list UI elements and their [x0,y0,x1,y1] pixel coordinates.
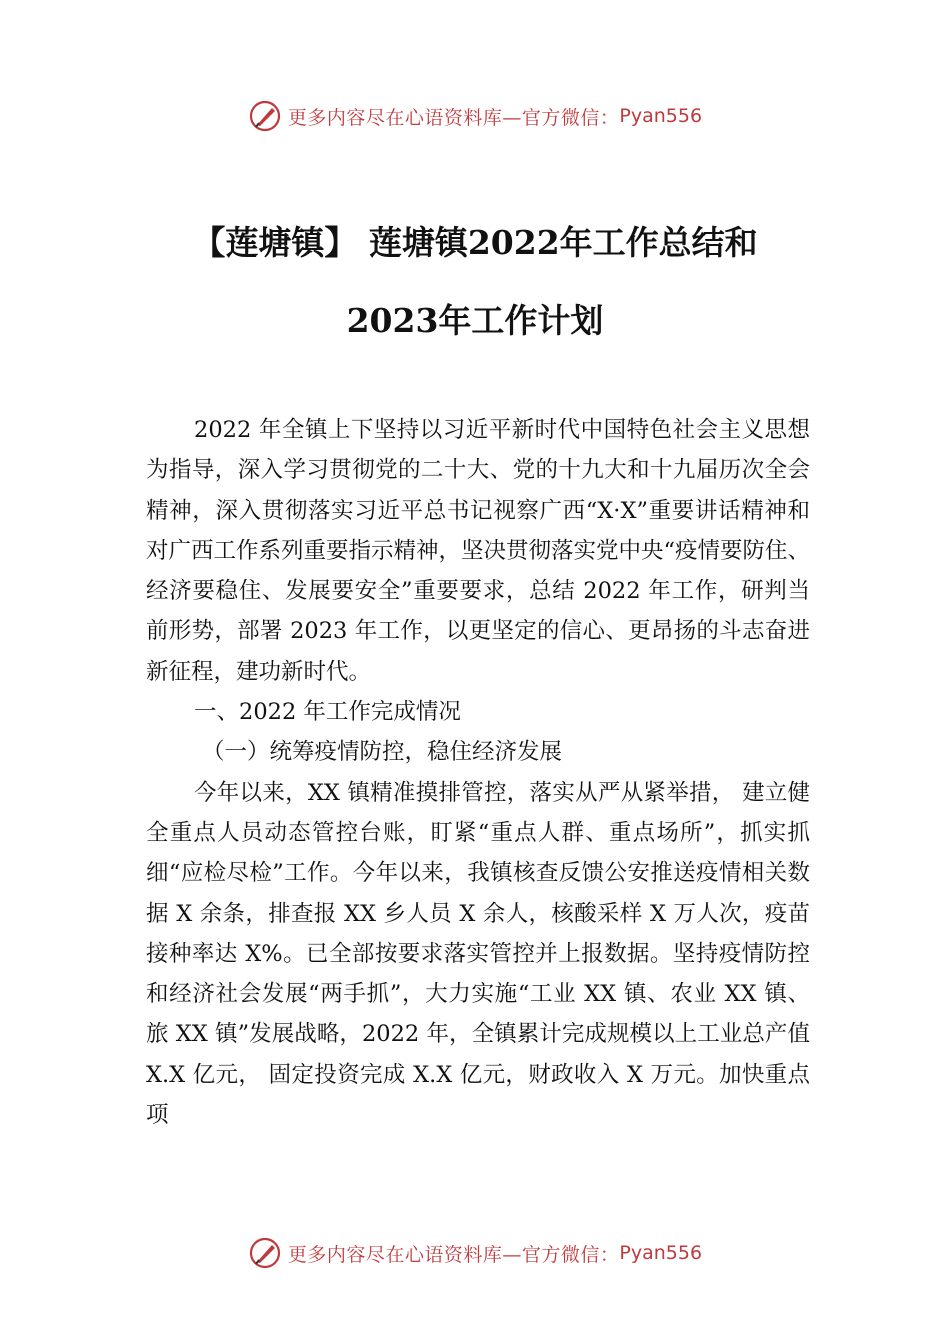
quill-pen-logo-icon [248,99,282,133]
body-paragraph-2: 今年以来，XX 镇精准摸排管控，落实从严从紧举措， 建立健全重点人员动态管控台账，盯紧“重点人群、重点场所”，抓实抓细“应检尽检”工作。今年以来，我镇核查反馈公安推送疫情相关数据 X 余条，排查报 XX 乡人员 X 余人，核酸采样 X 万人次，疫苗接种率达 X%。已全部按要求落实管控并上报数据。坚持疫情防控和经济社会发展“两手抓”，大力实施“工业 XX 镇、农业 XX 镇、旅 XX 镇”发展战略，2022 年，全镇累计完成规模以上工业总产值 X.X 亿元， 固定投资完成 X.X 亿元，财政收入 X 万元。加快重点项 [146,779,810,1129]
intro-paragraph: 2022 年全镇上下坚持以习近平新时代中国特色社会主义思想为指导，深入学习贯彻党的二十大、党的十九大和十九届历次全会精神，深入贯彻落实习近平总书记视察广西“X·X”重要讲话精神和对广西工作系列重要指示精神，坚决贯彻落实党中央“疫情要防住、经济要稳住、发展要安全”重要要求，总结 2022 年工作，研判当前形势，部署 2023 年工作，以更坚定的信心、更昂扬的斗志奋进新征程，建功新时代。 [146,417,811,685]
document-title-line-2: 2023年工作计划 [346,301,604,340]
banner-wechat-id: Pyan556 [619,1242,703,1264]
subsection-heading-1: （一）统筹疫情防控，稳住经济发展 [202,739,563,766]
banner-text: 更多内容尽在心语资料库—官方微信： [287,106,620,129]
section-heading-1: 一、2022 年工作完成情况 [194,699,461,726]
document-body [146,410,810,1135]
quill-pen-logo-icon [248,1236,282,1270]
banner-wechat-id: Pyan556 [619,105,703,127]
header-watermark-banner [0,96,950,136]
document-title-line-1: 【莲塘镇】 莲塘镇2022年工作总结和 [192,223,758,262]
banner-text: 更多内容尽在心语资料库—官方微信： [287,1243,620,1266]
footer-watermark-banner [0,1233,950,1273]
